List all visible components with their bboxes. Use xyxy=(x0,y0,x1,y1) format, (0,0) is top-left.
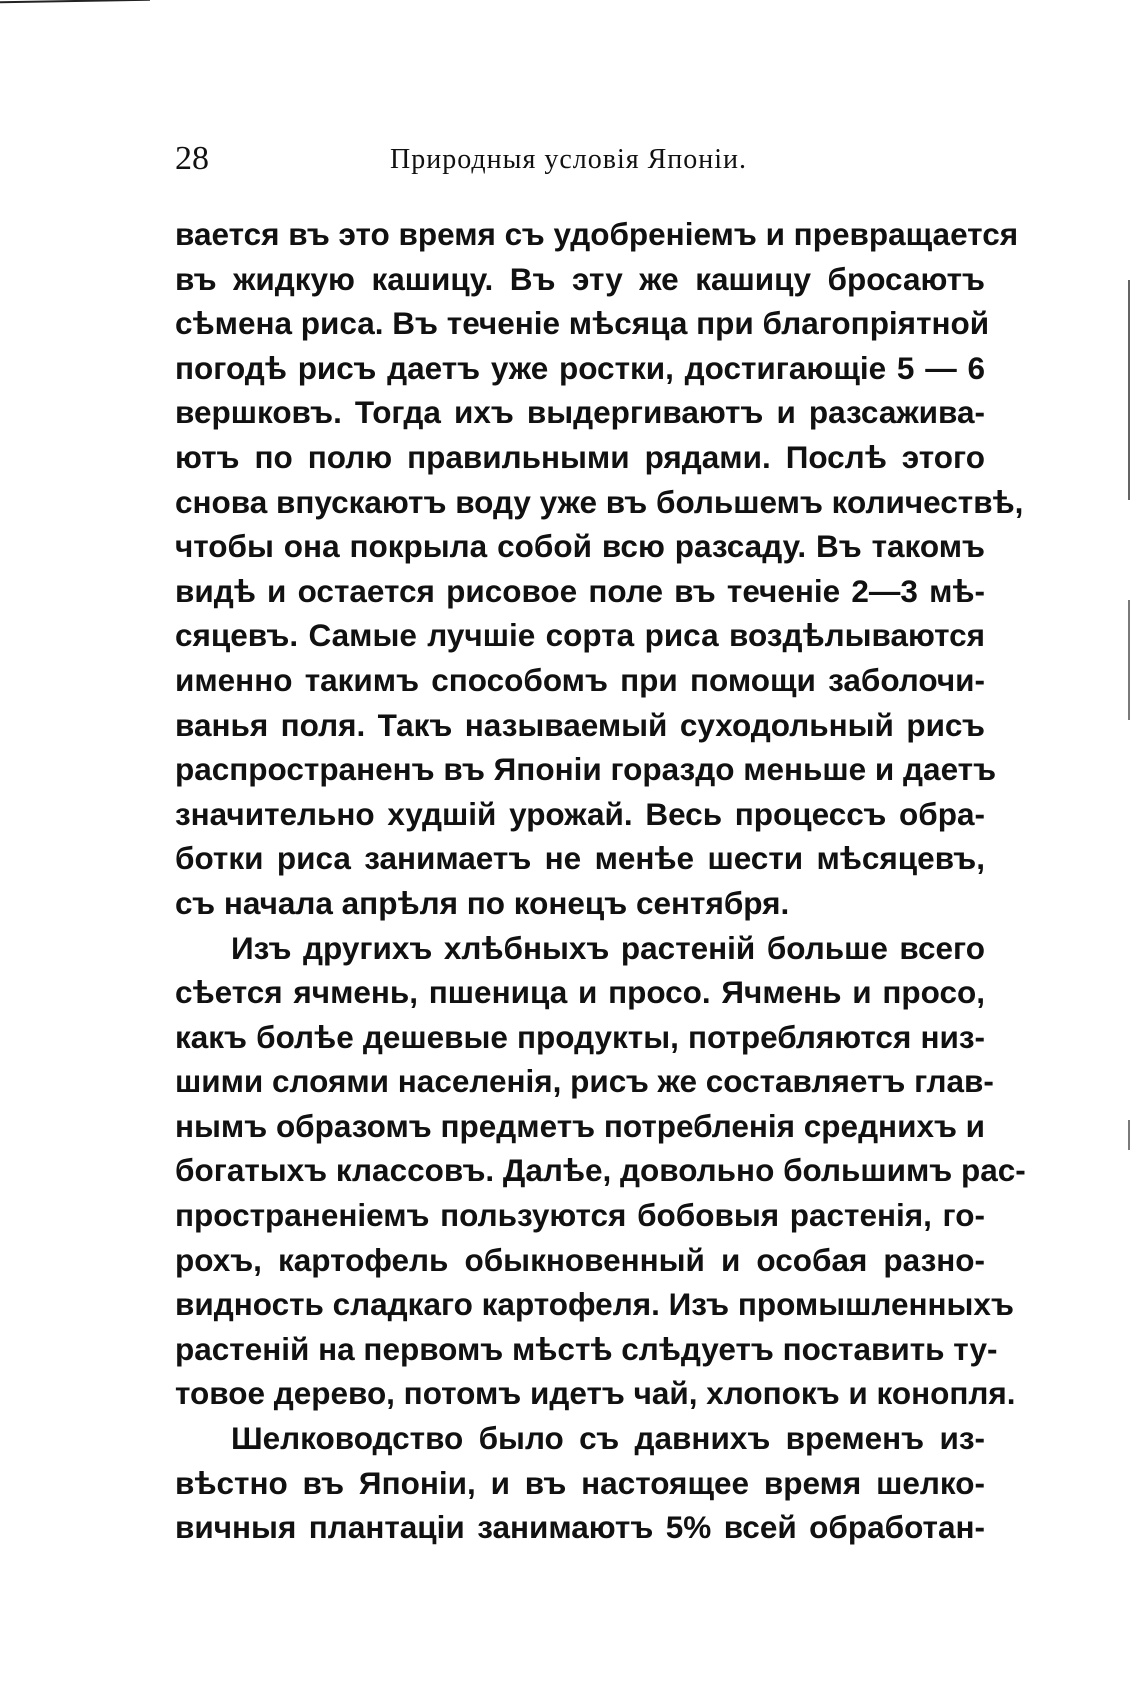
running-title: Природныя условія Японіи. xyxy=(390,144,748,175)
text-line: ютъ по полю правильными рядами. Послѣ этого xyxy=(175,438,985,475)
text-line: какъ болѣе дешевые продукты, потребляются низ- xyxy=(175,1018,985,1055)
text-line: снова впускаютъ воду уже въ большемъ количествѣ, xyxy=(175,483,1024,520)
text-line: Шелководство было съ давнихъ временъ из- xyxy=(231,1420,985,1457)
text-line: значительно худшій урожай. Весь процессъ обра- xyxy=(175,795,985,832)
page-number: 28 xyxy=(175,140,209,177)
text-line: ванья поля. Такъ называемый суходольный рисъ xyxy=(175,706,985,743)
text-line: ботки риса занимаетъ не менѣе шести мѣсяцевъ, xyxy=(175,840,985,877)
text-line: видѣ и остается рисовое поле въ теченіе 2—3 мѣ- xyxy=(175,572,985,609)
text-line: погодѣ рисъ даетъ уже ростки, достигающіе 5 — 6 xyxy=(175,349,985,386)
text-line: чтобы она покрыла собой всю разсаду. Въ такомъ xyxy=(175,528,985,565)
text-line: именно такимъ способомъ при помощи заболочи- xyxy=(175,661,985,698)
text-line: товое дерево, потомъ идетъ чай, хлопокъ и конопля. xyxy=(175,1375,1016,1412)
paragraph xyxy=(175,1416,985,1550)
text-line: въ жидкую кашицу. Въ эту же кашицу бросаютъ xyxy=(175,260,985,297)
paragraph xyxy=(175,926,1026,1417)
text-line: вершковъ. Тогда ихъ выдергиваютъ и разсажива- xyxy=(175,394,985,431)
paragraph xyxy=(175,212,1024,926)
scan-artifact-right-edge xyxy=(1128,600,1130,720)
text-line: распространенъ въ Японіи гораздо меньше и даетъ xyxy=(175,751,997,788)
text-line: видность сладкаго картофеля. Изъ промышленныхъ xyxy=(175,1286,1014,1323)
text-line: рохъ, картофель обыкновенный и особая разно- xyxy=(175,1241,985,1278)
page-header xyxy=(175,140,985,184)
text-line: богатыхъ классовъ. Далѣе, довольно большимъ рас- xyxy=(175,1152,1026,1189)
text-line: Изъ другихъ хлѣбныхъ растеній больше всего xyxy=(231,929,985,966)
text-line: растеній на первомъ мѣстѣ слѣдуетъ поставить ту- xyxy=(175,1330,998,1367)
text-line: вается въ это время съ удобреніемъ и превращается xyxy=(175,216,1019,252)
text-line: сяцевъ. Самые лучшіе сорта риса воздѣлываются xyxy=(175,617,985,654)
text-line: шими слоями населенія, рисъ же составляетъ глав- xyxy=(175,1063,994,1100)
text-line: пространеніемъ пользуются бобовыя растенія, го- xyxy=(175,1197,985,1234)
text-line: сѣмена риса. Въ теченіе мѣсяца при благопріятной xyxy=(175,305,990,342)
text-line: нымъ образомъ предметъ потребленія среднихъ и xyxy=(175,1107,986,1144)
scan-artifact-right-edge xyxy=(1128,280,1130,500)
text-line: вѣстно въ Японіи, и въ настоящее время шелко- xyxy=(175,1464,985,1501)
body-text xyxy=(175,212,1026,1550)
text-line: вичныя плантаціи занимаютъ 5% всей обработан- xyxy=(175,1509,985,1546)
text-line: съ начала апрѣля по конецъ сентября. xyxy=(175,884,790,921)
text-line: сѣется ячмень, пшеница и просо. Ячмень и просо, xyxy=(175,974,985,1011)
scan-artifact-right-edge xyxy=(1128,1120,1130,1150)
scan-artifact-top-left xyxy=(0,0,150,3)
